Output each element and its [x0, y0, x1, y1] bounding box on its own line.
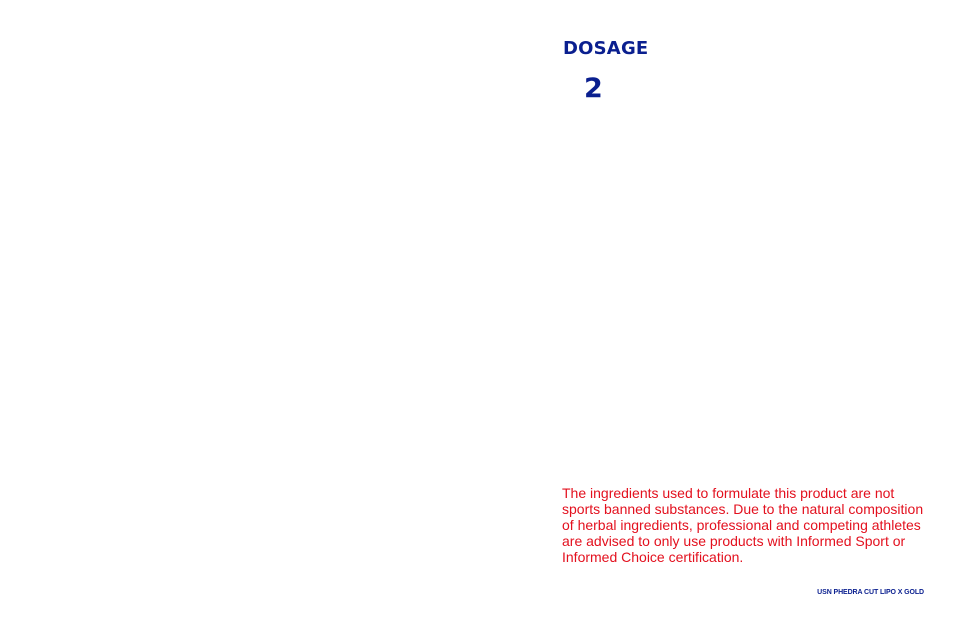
disclaimer-line: are advised to only use products with Informed Sport or	[562, 533, 906, 549]
disclaimer-text	[562, 485, 932, 565]
disclaimer-line: The ingredients used to formulate this product are not	[562, 485, 895, 501]
footer-product-name: USN PHEDRA CUT LIPO X GOLD	[817, 589, 924, 596]
dosage-value: 2	[584, 73, 603, 104]
disclaimer-line: of herbal ingredients, professional and competing athletes	[562, 517, 921, 533]
disclaimer-line: Informed Choice certification.	[562, 549, 744, 565]
dosage-heading: DOSAGE	[563, 38, 649, 59]
disclaimer-line: sports banned substances. Due to the natural composition	[562, 501, 924, 517]
